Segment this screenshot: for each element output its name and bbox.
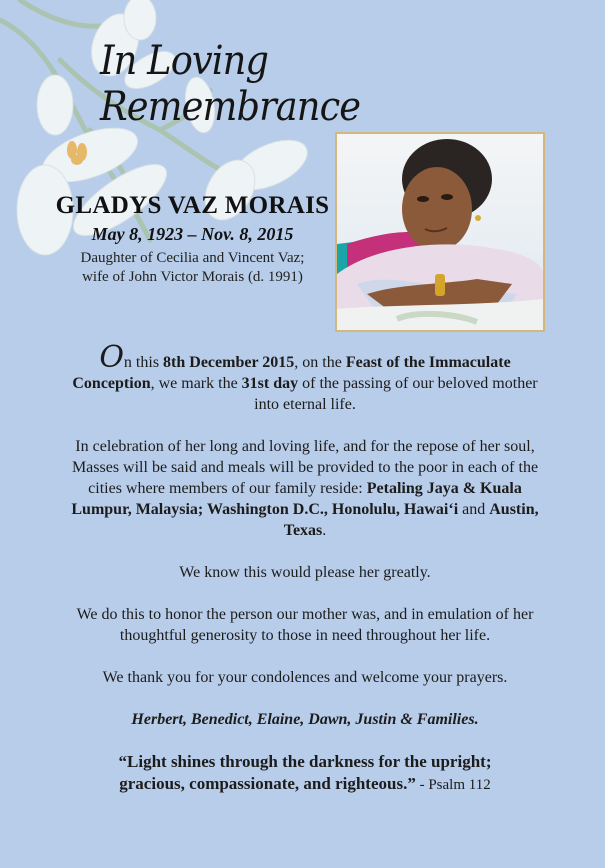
paragraph-thanks: We thank you for your condolences and welcome your prayers.	[102, 669, 508, 686]
page-title: In Loving Remembrance	[100, 38, 361, 130]
lineage-spouse: wife of John Victor Morais (d. 1991)	[82, 269, 303, 285]
dropcap: O	[99, 340, 124, 375]
portrait-photo	[335, 132, 545, 332]
paragraph-feast: On this 8th December 2015, on the Feast of the Immaculate Conception, we mark the 31st day of the passing of our beloved mother into eternal life.	[72, 340, 538, 413]
family-signature: Herbert, Benedict, Elaine, Dawn, Justin & Families.	[131, 711, 479, 728]
scripture-citation: - Psalm 112	[415, 777, 491, 793]
cities-list: Petaling Jaya & Kuala Lumpur, Malaysia; Washington D.C., Honolulu, Hawai‘i	[71, 480, 522, 518]
portrait-image	[337, 134, 543, 330]
announcement-body	[60, 340, 550, 817]
deceased-info	[40, 192, 345, 287]
deceased-name: GLADYS VAZ MORAIS	[55, 192, 330, 219]
lineage-parents: Daughter of Cecilia and Vincent Vaz;	[80, 250, 305, 266]
paragraph-please: We know this would please her greatly.	[179, 564, 431, 581]
life-dates: May 8, 1923 – Nov. 8, 2015	[91, 224, 294, 244]
scripture-quote: “Light shines through the darkness for the upright; gracious, compassionate, and righteous.” - Psalm 112	[118, 752, 492, 793]
paragraph-honor: We do this to honor the person our mother was, and in emulation of her thoughtful generosity to those in need throughout her life.	[76, 606, 534, 644]
lineage	[40, 249, 345, 287]
paragraph-celebration: In celebration of her long and loving life, and for the repose of her soul, Masses will be said and meals will be provided to the poor in each of the cities where members of our family reside: Petaling Jaya & Kuala Lumpur, Malaysia; Washington D.C., Honolulu, Hawai‘i and Austin, Texas.	[71, 438, 539, 539]
